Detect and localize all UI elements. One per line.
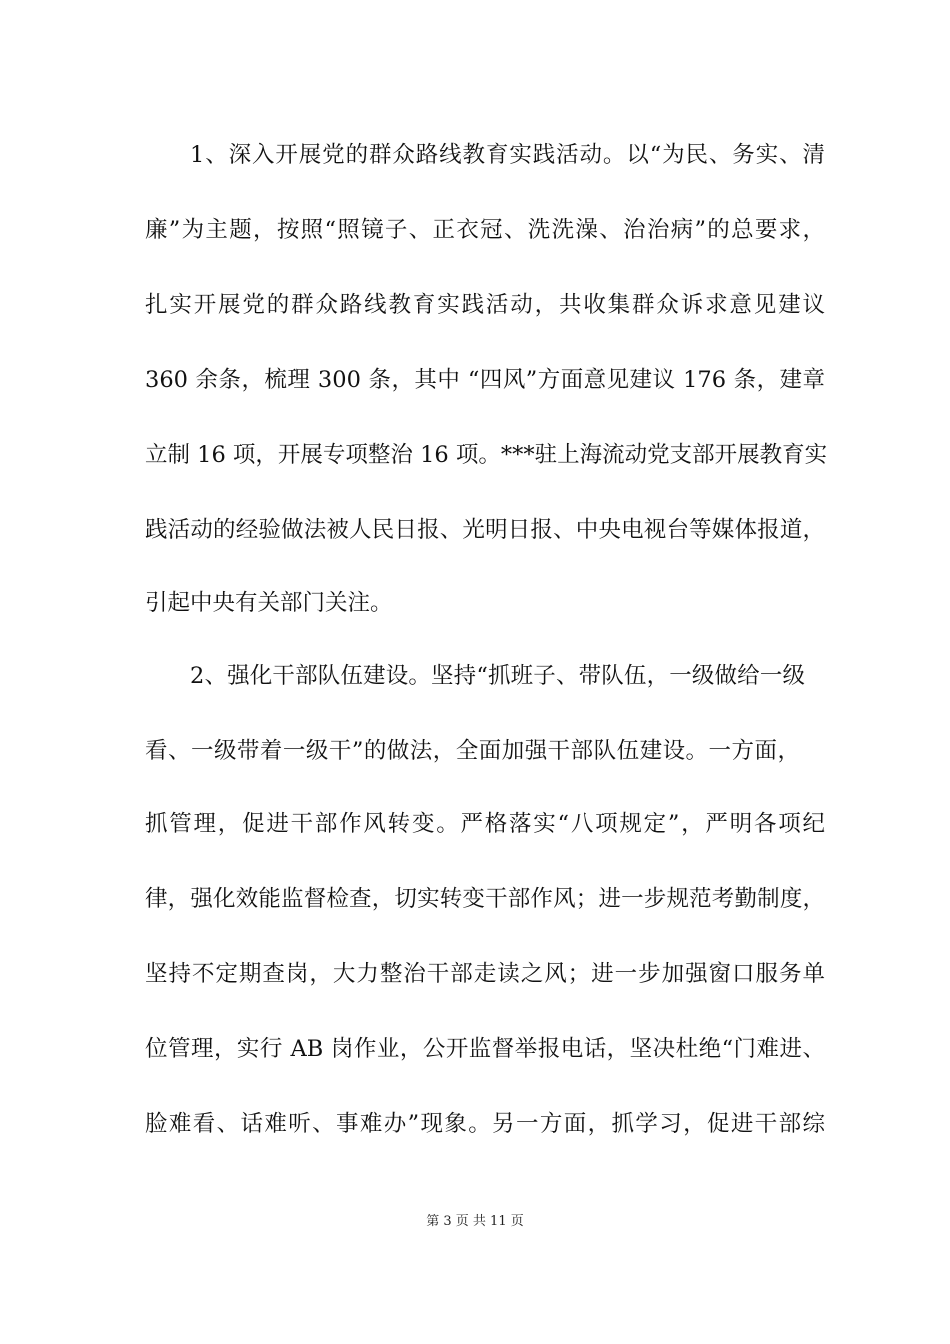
paragraph-1-line-4: 360 余条，梳理 300 条，其中 “四风”方面意见建议 176 条，建章 (145, 367, 825, 393)
paragraph-2-line-7: 脸难看、话难听、事难办”现象。另一方面，抓学习，促进干部综 (145, 1111, 825, 1137)
paragraph-2-line-4: 律，强化效能监督检查，切实转变干部作风；进一步规范考勤制度， (145, 886, 825, 912)
paragraph-1-line-3: 扎实开展党的群众路线教育实践活动，共收集群众诉求意见建议 (145, 292, 825, 318)
paragraph-1-line-1: 1、深入开展党的群众路线教育实践活动。以“为民、务实、清 (190, 142, 825, 168)
paragraph-2-line-1: 2、强化干部队伍建设。坚持“抓班子、带队伍，一级做给一级 (190, 663, 805, 689)
paragraph-2-line-5: 坚持不定期查岗，大力整治干部走读之风；进一步加强窗口服务单 (145, 961, 825, 987)
paragraph-2-line-2: 看、一级带着一级干”的做法，全面加强干部队伍建设。一方面， (145, 738, 800, 764)
paragraph-1-line-2: 廉”为主题，按照“照镜子、正衣冠、洗洗澡、治治病”的总要求， (145, 217, 825, 243)
paragraph-1-line-6: 践活动的经验做法被人民日报、光明日报、中央电视台等媒体报道， (145, 517, 825, 543)
paragraph-1-line-5: 立制 16 项，开展专项整治 16 项。***驻上海流动党支部开展教育实 (145, 442, 828, 468)
page-number-footer: 第 3 页 共 11 页 (426, 1214, 524, 1229)
paragraph-2-line-6: 位管理，实行 AB 岗作业，公开监督举报电话，坚决杜绝“门难进、 (145, 1036, 825, 1062)
paragraph-1-line-7: 引起中央有关部门关注。 (145, 590, 393, 616)
paragraph-2-line-3: 抓管理，促进干部作风转变。严格落实“八项规定”，严明各项纪 (145, 811, 825, 837)
